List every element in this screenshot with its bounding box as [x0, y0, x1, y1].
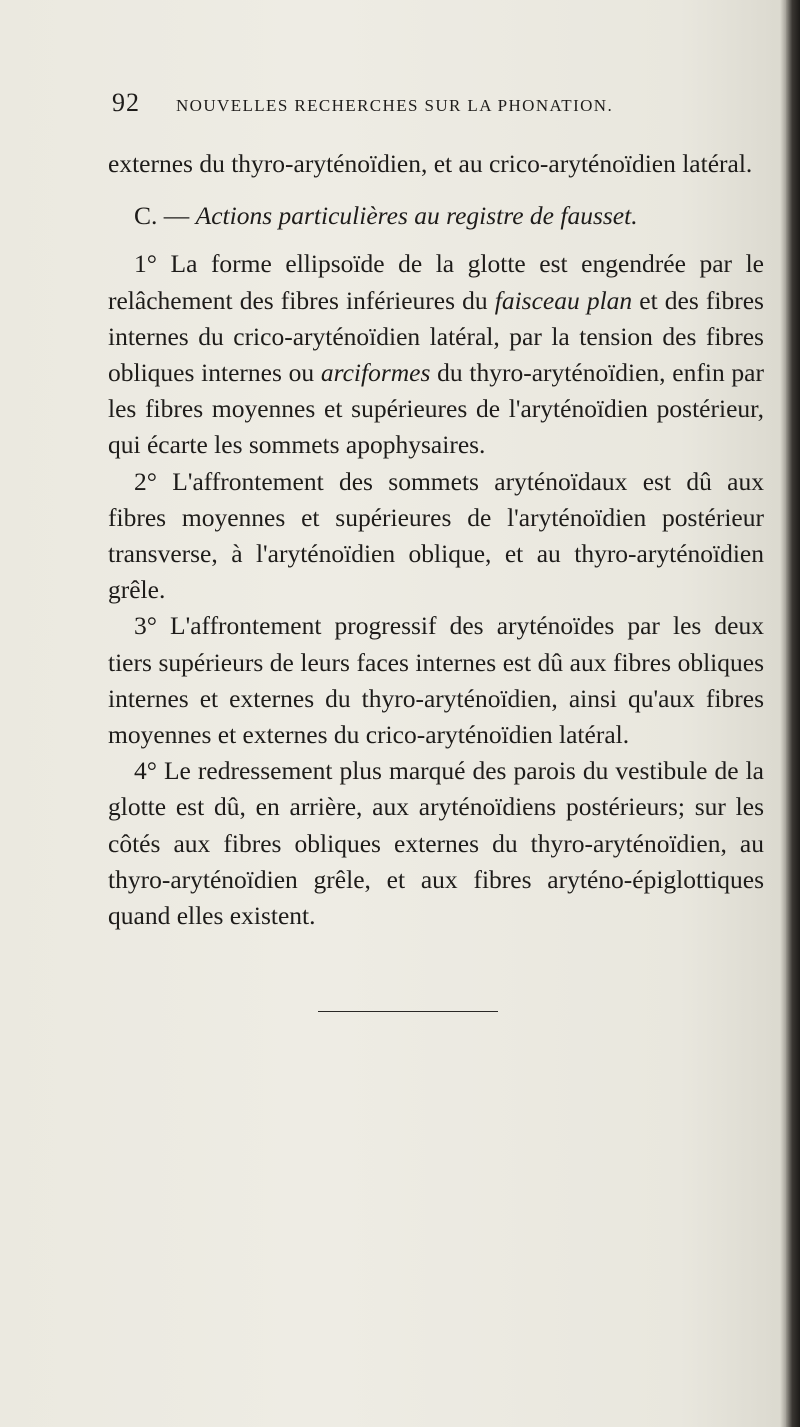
page-number: 92 — [112, 88, 140, 117]
section-title: Actions particulières au registre de fausset. — [195, 201, 638, 231]
running-title: NOUVELLES RECHERCHES SUR LA PHONATION. — [176, 96, 614, 115]
paragraph-1-emphasis-1: faisceau plan — [494, 285, 633, 315]
paragraph-1-part-b: et des fibres internes du crico-aryténoïdien latéral, par la tension des fibres obliques internes ou — [108, 285, 764, 388]
paragraph-3: 3° L'affrontement progressif des aryténoïdes par les deux tiers supérieurs de leurs faces internes est dû aux fibres obliques internes et externes du thyro-aryténoïdien, ainsi qu'aux fibres moyennes et externes du crico-aryténoïdien latéral. — [108, 611, 764, 750]
paragraph-1 — [108, 246, 764, 463]
paragraph-2: 2° L'affrontement des sommets aryténoïdaux est dû aux fibres moyennes et supérieures de l'aryténoïdien postérieur transverse, à l'aryténoïdien oblique, et au thyro-aryténoïdien grêle. — [108, 466, 764, 605]
page-header — [112, 88, 692, 128]
paragraph-4: 4° Le redressement plus marqué des parois du vestibule de la glotte est dû, en arrière, aux aryténoïdiens postérieurs; sur les côtés aux fibres obliques externes du thyro-aryténoïdien, au thyro-aryténoïdien grêle, et aux fibres aryténo-épiglottiques quand elles existent. — [108, 756, 764, 931]
paragraph-1-part-c: du thyro-aryténoïdien, enfin par les fibres moyennes et supérieures de l'aryténoïdien postérieur, qui écarte les sommets apophysaires. — [108, 358, 764, 460]
section-label: C. — — [134, 201, 196, 231]
paragraph-1-emphasis-2: arciformes — [320, 358, 431, 388]
book-binding-edge — [786, 0, 800, 1427]
continuation-paragraph: externes du thyro-aryténoïdien, et au crico-aryténoïdien latéral. — [108, 149, 753, 178]
section-heading — [108, 198, 764, 234]
section-end-rule — [318, 1011, 498, 1012]
paragraph-1-part-a: 1° La forme ellipsoïde de la glotte est engendrée par le relâchement des fibres inférieures du — [108, 249, 764, 315]
body-text — [108, 146, 764, 934]
